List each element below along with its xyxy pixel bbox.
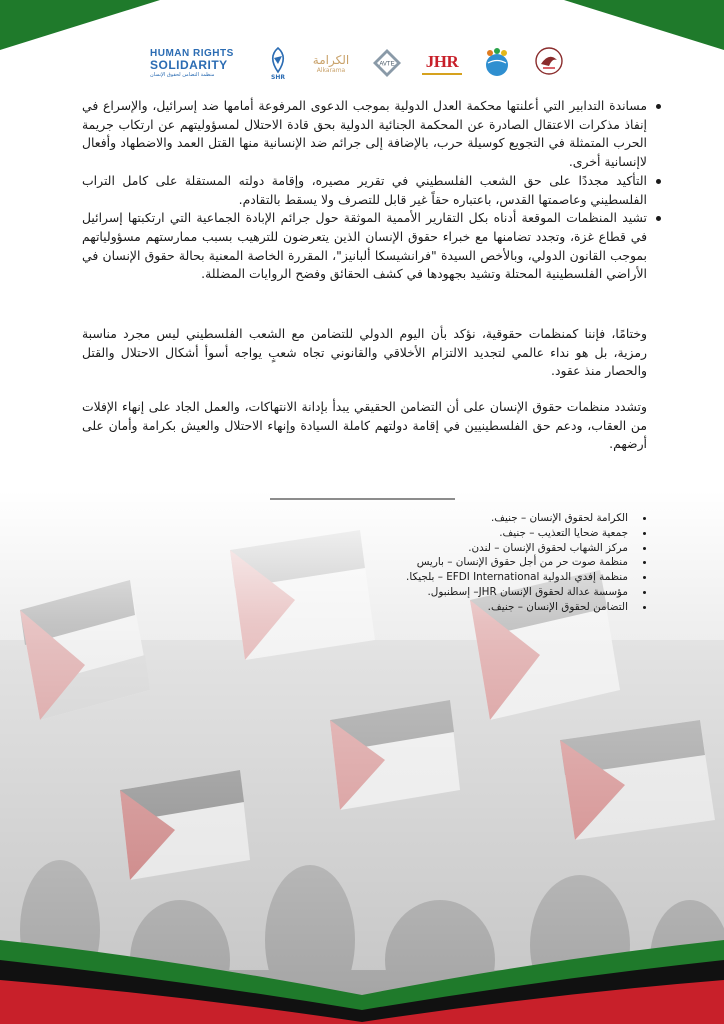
partner-logos-bar xyxy=(150,38,570,88)
signatory-item: جمعية ضحايا التعذيب – جنيف. xyxy=(300,526,628,541)
demand-item: التأكيد مجددًا على حق الشعب الفلسطيني في تقرير مصيره، وإقامة دولته المستقلة على كامل التراب الفلسطيني وعاصمتها القدس، باعتباره حقاً غير قابل للتصرف ولا يسقط بالتقادم. xyxy=(82,172,647,209)
avte-logo-text: AVTE xyxy=(379,61,395,68)
signatory-item: منظمة صوت حر من أجل حقوق الإنسان – باريس xyxy=(300,555,628,570)
hrs-logo-line1: HUMAN RIGHTS xyxy=(150,47,234,59)
hrs-logo-line2: SOLIDARITY xyxy=(150,57,228,72)
jhr-logo-underline xyxy=(422,73,462,75)
alkarama-logo-english: Alkarama xyxy=(316,66,346,74)
signatory-item: الكرامة لحقوق الإنسان – جنيف. xyxy=(300,511,628,526)
free-voice-logo xyxy=(528,40,570,86)
top-left-green-corner xyxy=(0,0,160,50)
demands-list xyxy=(82,97,647,284)
alkarama-logo-arabic: الكرامة xyxy=(312,52,350,67)
signatory-item: التضامن لحقوق الإنسان – جنيف. xyxy=(300,600,628,615)
closing-paragraph: وختامًا، فإننا كمنظمات حقوقية، نؤكد بأن اليوم الدولي للتضامن مع الشعب الفلسطيني ليس مجرد مناسبة رمزية، بل هو نداء عالمي لتجديد الالتزام الأخلاقي والقانوني تجاه شعبٍ يواجه أسوأ أشكال الاحتلال والقتل والحصار منذ عقود. xyxy=(82,326,647,379)
signatory-item: مركز الشهاب لحقوق الإنسان – لندن. xyxy=(300,541,628,556)
human-rights-solidarity-logo xyxy=(150,40,250,86)
demand-item: تشيد المنظمات الموقعة أدناه بكل التقارير الأممية الموثقة حول جرائم الإبادة الجماعية التي ارتكبتها إسرائيل في قطاع غزة، وتجدد تضامنها مع خبراء حقوق الإنسان الذين يتعرضون للترهيب بسبب ممارستهم مسؤولياتهم بموجب القانون الدولي، وبالأخص السيدة "فرانشيسكا ألبانيز"، المقررة الخاصة المعنية بحالة حقوق الإنسان في الأراضي الفلسطينية المحتلة وتشيد بجهودها في كشف الحقائق وفضح الروايات المضللة. xyxy=(82,209,647,284)
globe-people-icon xyxy=(482,48,512,78)
signatory-item: منظمة إفدي الدولية EFDI International – بلجيكا. xyxy=(300,570,628,585)
hrs-logo-arabic: منظمة التضامن لحقوق الإنسان xyxy=(150,71,215,78)
jhr-logo-text: JHR xyxy=(425,51,459,71)
voice-emblem-icon xyxy=(532,46,566,80)
demands-list-section xyxy=(82,97,647,284)
avte-logo xyxy=(370,40,404,86)
top-right-green-corner xyxy=(564,0,724,50)
signatories-list xyxy=(300,511,650,615)
shr-logo xyxy=(264,40,292,86)
globe-organization-logo xyxy=(480,40,514,86)
demand-item: مساندة التدابير التي أعلنتها محكمة العدل الدولية بموجب الدعوى المرفوعة أمامها ضد إسرائيل، والإسراع في إنفاذ مذكرات الاعتقال الصادرة عن المحكمة الجنائية الدولية بحق قادة الاحتلال لمسؤوليتهم عن ارتكاب جريمة الحرب المتمثلة في التجويع كوسيلة حرب، بالإضافة إلى جرائم ضد الإنسانية منها القتل العمد والاضطهاد وأفعال لاإنسانية أخرى. xyxy=(82,97,647,172)
signatories-section xyxy=(300,511,650,615)
section-divider xyxy=(270,498,455,500)
alkarama-logo xyxy=(306,40,356,86)
dove-hand-icon xyxy=(267,46,289,74)
jhr-logo xyxy=(418,40,466,86)
signatory-item: مؤسسة عدالة لحقوق الإنسان JHR– إسطنبول. xyxy=(300,585,628,600)
shr-logo-caption: SHR xyxy=(271,73,285,81)
solidarity-paragraph: وتشدد منظمات حقوق الإنسان على أن التضامن الحقيقي يبدأ بإدانة الانتهاكات، والعمل الجاد على إنهاء الإفلات من العقاب، ودعم حق الفلسطينيين في إقامة دولتهم كاملة السيادة وإنهاء الاحتلال والعيش بكرامة وأمان على أرضهم. xyxy=(82,399,647,452)
avte-badge-icon xyxy=(372,48,402,78)
